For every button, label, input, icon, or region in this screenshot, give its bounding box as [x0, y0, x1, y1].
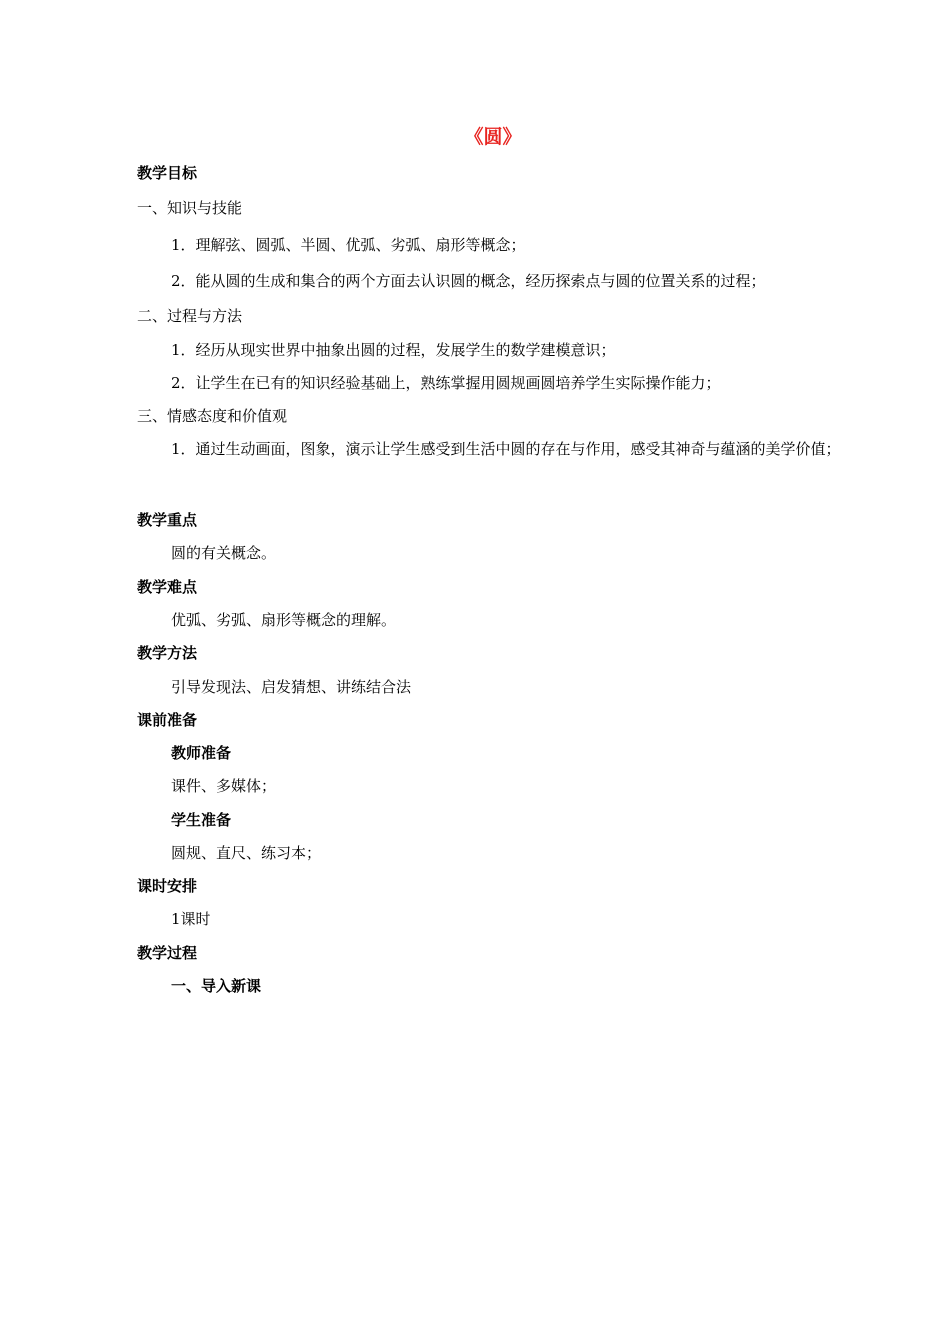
teacher-prep-text: 课件、多媒体；	[171, 777, 277, 795]
section1-item1: 1．理解弦、圆弧、半圆、优弧、劣弧、扇形等概念；	[171, 236, 526, 254]
section3-heading: 三、情感态度和价值观	[137, 407, 288, 425]
difficult-points-text: 优弧、劣弧、扇形等概念的理解。	[171, 611, 397, 629]
process-step1: 一、导入新课	[171, 977, 262, 995]
preparation-heading: 课前准备	[137, 711, 198, 729]
method-heading: 教学方法	[137, 644, 198, 662]
section3-item1: 1．通过生动画面，图象，演示让学生感受到生活中圆的存在与作用，感受其神奇与蕴涵的美学价值；	[171, 440, 841, 458]
key-points-text: 圆的有关概念。	[171, 544, 277, 562]
difficult-points-heading: 教学难点	[137, 578, 198, 596]
schedule-text: 1课时	[171, 910, 211, 928]
document-title: 《圆》	[464, 126, 522, 148]
section1-item2: 2．能从圆的生成和集合的两个方面去认识圆的概念，经历探索点与圆的位置关系的过程；	[171, 272, 766, 290]
section2-heading: 二、过程与方法	[137, 307, 243, 325]
section2-item2: 2．让学生在已有的知识经验基础上，熟练掌握用圆规画圆培养学生实际操作能力；	[171, 374, 721, 392]
method-text: 引导发现法、启发猜想、讲练结合法	[171, 678, 412, 696]
schedule-heading: 课时安排	[137, 877, 198, 895]
student-prep-heading: 学生准备	[171, 811, 232, 829]
student-prep-text: 圆规、直尺、练习本；	[171, 844, 322, 862]
key-points-heading: 教学重点	[137, 511, 198, 529]
process-heading: 教学过程	[137, 944, 198, 962]
section2-item1: 1．经历从现实世界中抽象出圆的过程，发展学生的数学建模意识；	[171, 341, 616, 359]
goals-heading: 教学目标	[137, 164, 198, 182]
teacher-prep-heading: 教师准备	[171, 744, 232, 762]
section1-heading: 一、知识与技能	[137, 199, 243, 217]
